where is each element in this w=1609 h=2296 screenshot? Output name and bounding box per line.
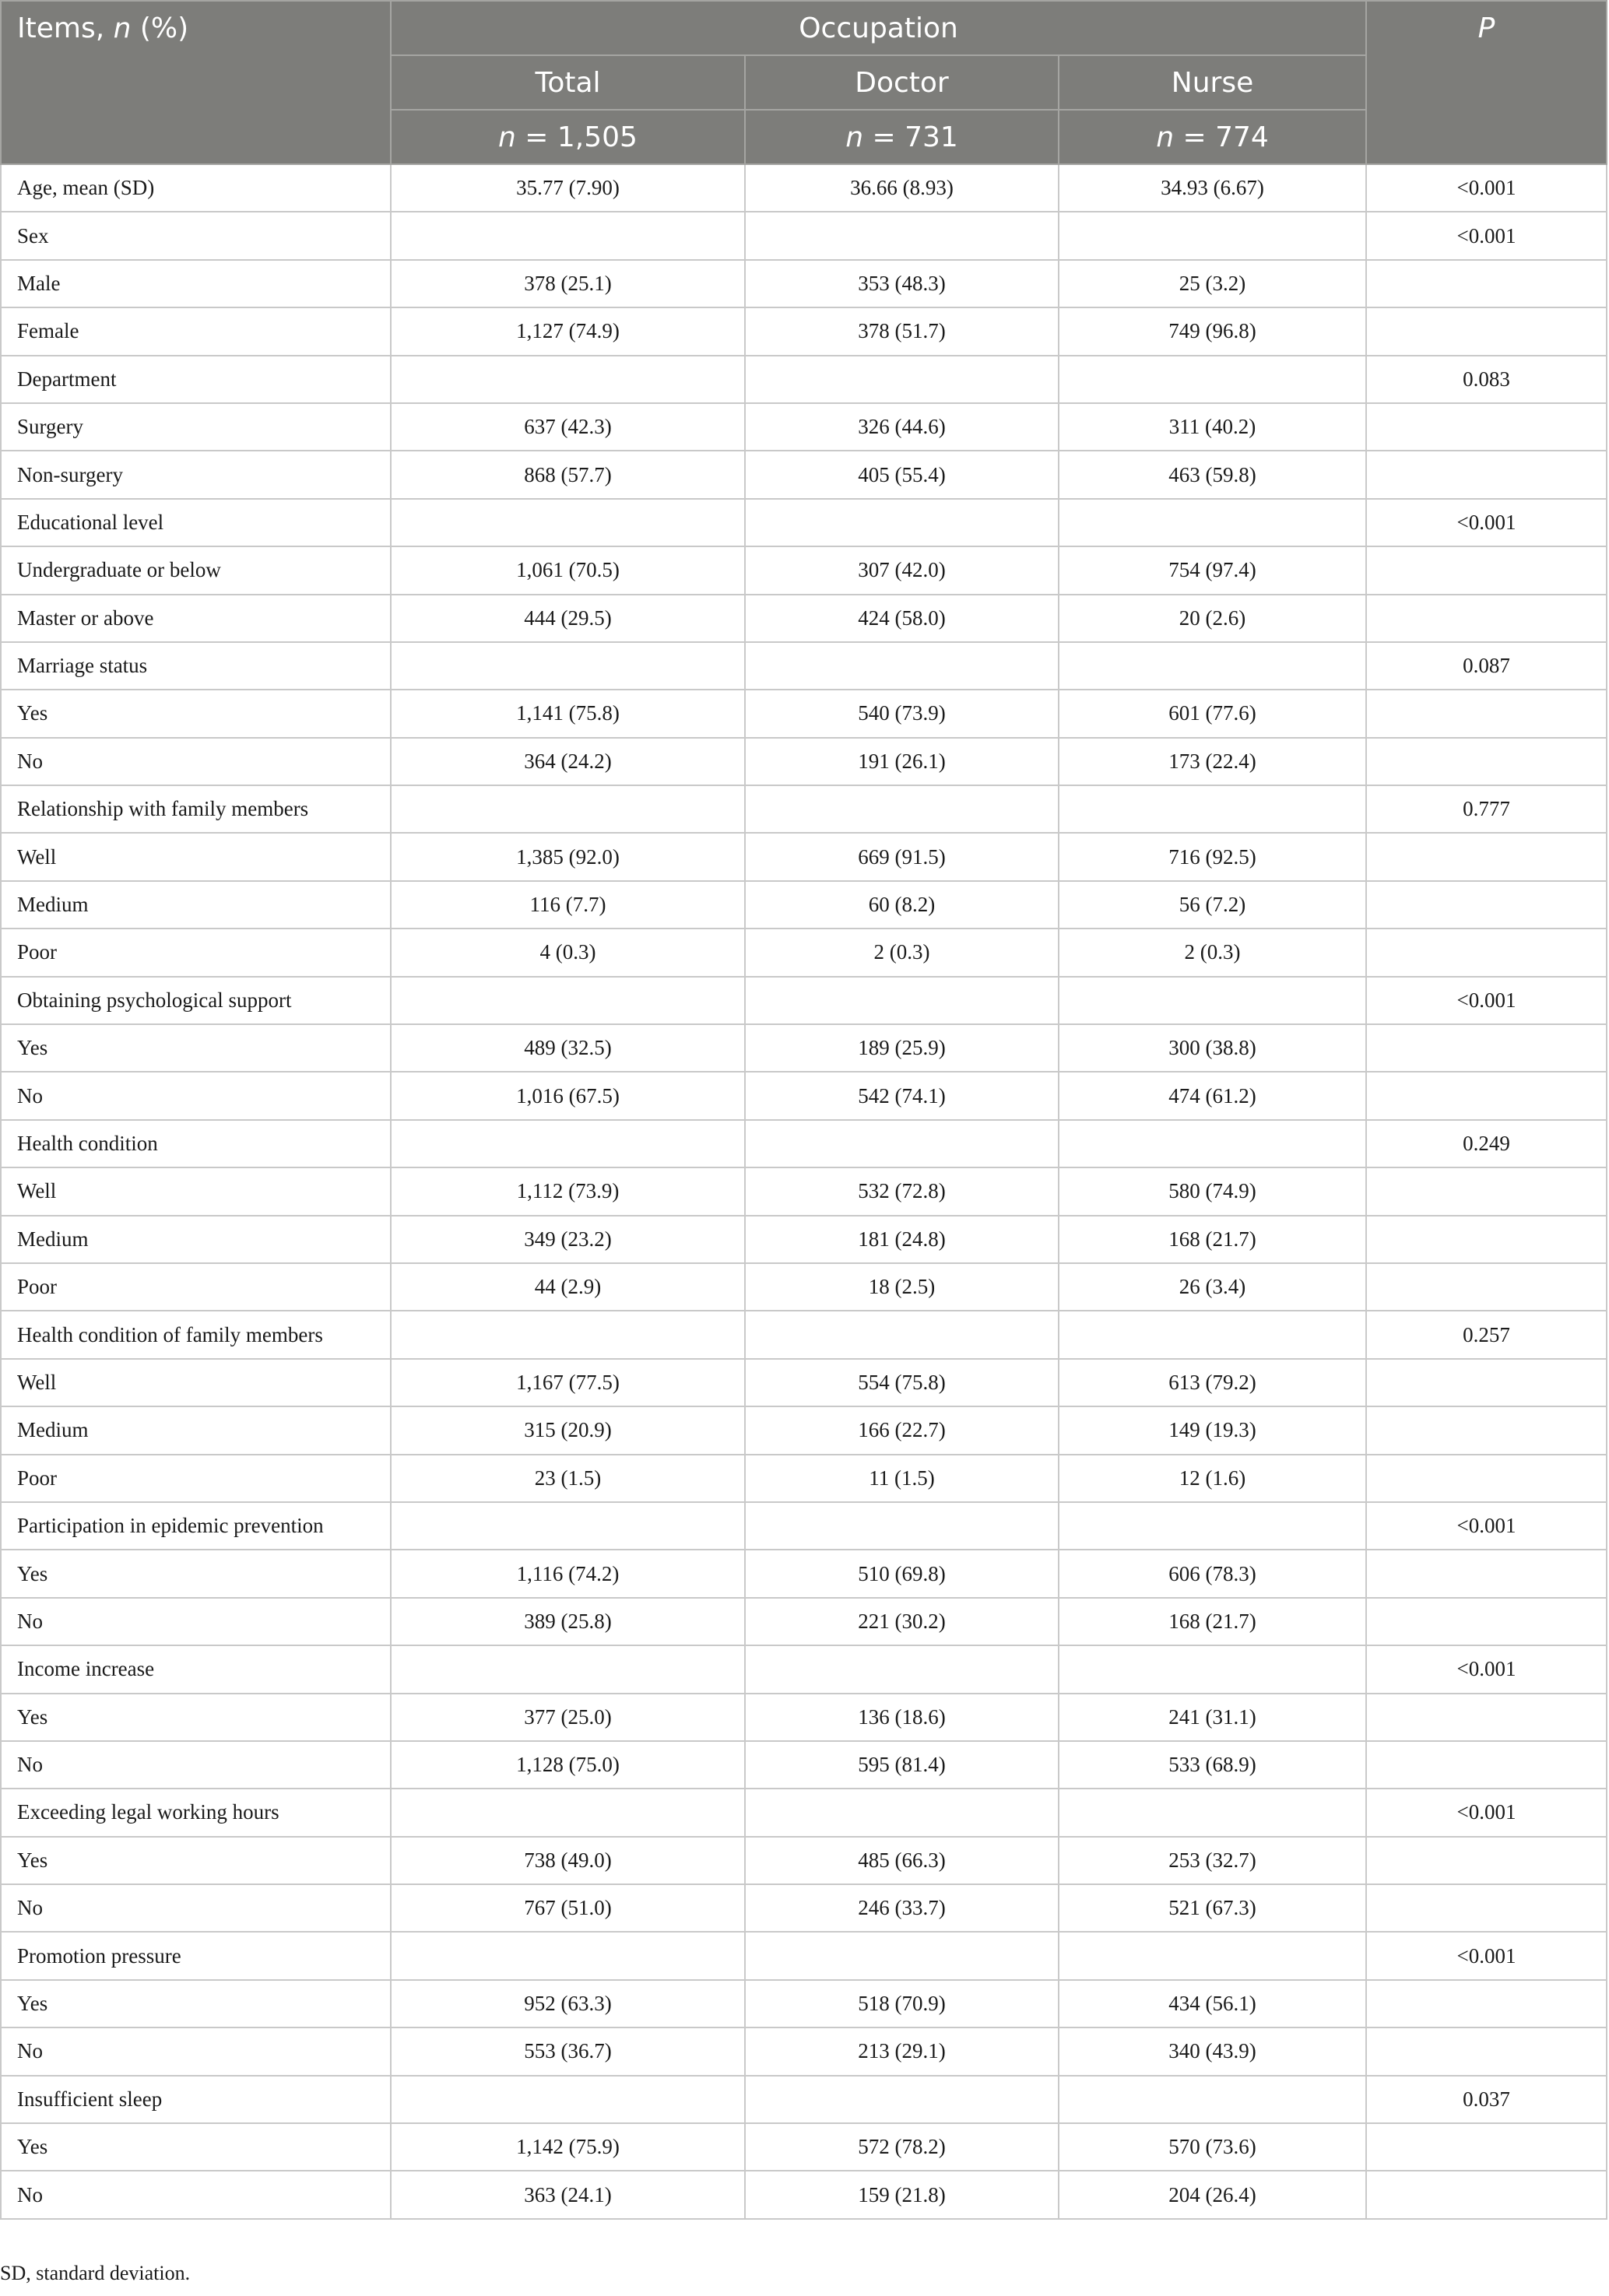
table-body xyxy=(1,164,1607,2219)
table-row xyxy=(1,642,1607,690)
doctor-cell xyxy=(745,977,1059,1024)
doctor-cell: 326 (44.6) xyxy=(745,403,1059,451)
p-value-cell: 0.249 xyxy=(1366,1120,1607,1167)
total-cell xyxy=(391,1789,745,1836)
table-row xyxy=(1,690,1607,737)
row-label: Yes xyxy=(1,2123,391,2171)
p-value-cell xyxy=(1366,1980,1607,2027)
nurse-cell: 311 (40.2) xyxy=(1059,403,1366,451)
total-cell: 1,016 (67.5) xyxy=(391,1072,745,1119)
p-value-cell xyxy=(1366,1167,1607,1215)
nurse-cell: 12 (1.6) xyxy=(1059,1455,1366,1502)
row-label: Participation in epidemic prevention xyxy=(1,1502,391,1550)
table-row xyxy=(1,1359,1607,1406)
doctor-cell: 181 (24.8) xyxy=(745,1216,1059,1263)
table-row xyxy=(1,2027,1607,2075)
nurse-cell: 241 (31.1) xyxy=(1059,1694,1366,1741)
row-label: Medium xyxy=(1,1216,391,1263)
row-label: Medium xyxy=(1,881,391,929)
nurse-cell: 204 (26.4) xyxy=(1059,2171,1366,2218)
p-value-cell xyxy=(1366,1455,1607,1502)
total-header: Total xyxy=(391,55,745,110)
table-row xyxy=(1,2076,1607,2123)
p-value-cell xyxy=(1366,1263,1607,1311)
total-cell xyxy=(391,977,745,1024)
nurse-n-header: n = 774 xyxy=(1059,110,1366,164)
p-value-cell xyxy=(1366,546,1607,594)
nurse-cell xyxy=(1059,785,1366,833)
doctor-n-header: n = 731 xyxy=(745,110,1059,164)
row-label: No xyxy=(1,2027,391,2075)
p-value-cell: 0.777 xyxy=(1366,785,1607,833)
total-cell: 767 (51.0) xyxy=(391,1884,745,1932)
nurse-cell: 168 (21.7) xyxy=(1059,1216,1366,1263)
p-value-cell: <0.001 xyxy=(1366,164,1607,212)
doctor-cell: 136 (18.6) xyxy=(745,1694,1059,1741)
total-n-header: n = 1,505 xyxy=(391,110,745,164)
table-row xyxy=(1,260,1607,307)
table-row xyxy=(1,307,1607,355)
total-cell: 389 (25.8) xyxy=(391,1598,745,1645)
total-cell: 377 (25.0) xyxy=(391,1694,745,1741)
nurse-cell: 34.93 (6.67) xyxy=(1059,164,1366,212)
total-cell: 553 (36.7) xyxy=(391,2027,745,2075)
total-cell xyxy=(391,1311,745,1358)
total-cell: 349 (23.2) xyxy=(391,1216,745,1263)
table-row xyxy=(1,1645,1607,1693)
total-cell: 637 (42.3) xyxy=(391,403,745,451)
table-row xyxy=(1,1550,1607,1597)
doctor-cell: 221 (30.2) xyxy=(745,1598,1059,1645)
row-label: No xyxy=(1,738,391,785)
doctor-cell: 518 (70.9) xyxy=(745,1980,1059,2027)
doctor-cell: 542 (74.1) xyxy=(745,1072,1059,1119)
nurse-cell xyxy=(1059,499,1366,546)
table-row xyxy=(1,881,1607,929)
table-row xyxy=(1,785,1607,833)
doctor-cell xyxy=(745,2076,1059,2123)
row-label: Well xyxy=(1,1167,391,1215)
nurse-cell xyxy=(1059,212,1366,259)
p-value-cell xyxy=(1366,595,1607,642)
p-value-cell xyxy=(1366,2171,1607,2218)
table-row xyxy=(1,1694,1607,1741)
p-value-cell xyxy=(1366,833,1607,880)
table-row xyxy=(1,1167,1607,1215)
row-label: Male xyxy=(1,260,391,307)
doctor-cell: 353 (48.3) xyxy=(745,260,1059,307)
doctor-cell: 36.66 (8.93) xyxy=(745,164,1059,212)
doctor-cell: 246 (33.7) xyxy=(745,1884,1059,1932)
doctor-cell xyxy=(745,212,1059,259)
nurse-cell: 601 (77.6) xyxy=(1059,690,1366,737)
row-label: Exceeding legal working hours xyxy=(1,1789,391,1836)
row-label: Poor xyxy=(1,929,391,976)
total-cell: 116 (7.7) xyxy=(391,881,745,929)
row-label: No xyxy=(1,2171,391,2218)
total-cell: 952 (63.3) xyxy=(391,1980,745,2027)
nurse-cell: 25 (3.2) xyxy=(1059,260,1366,307)
table-row xyxy=(1,738,1607,785)
p-value-cell: <0.001 xyxy=(1366,1932,1607,1979)
doctor-cell: 60 (8.2) xyxy=(745,881,1059,929)
table-row xyxy=(1,1263,1607,1311)
total-cell: 364 (24.2) xyxy=(391,738,745,785)
nurse-cell xyxy=(1059,1311,1366,1358)
table-row xyxy=(1,212,1607,259)
row-label: Educational level xyxy=(1,499,391,546)
doctor-cell xyxy=(745,499,1059,546)
nurse-cell xyxy=(1059,1120,1366,1167)
table-row xyxy=(1,1216,1607,1263)
doctor-cell: 510 (69.8) xyxy=(745,1550,1059,1597)
row-label: Health condition xyxy=(1,1120,391,1167)
row-label: Female xyxy=(1,307,391,355)
nurse-cell xyxy=(1059,2076,1366,2123)
row-label: Non-surgery xyxy=(1,451,391,498)
p-value-cell xyxy=(1366,1024,1607,1072)
p-value-cell xyxy=(1366,1216,1607,1263)
table-row xyxy=(1,1837,1607,1884)
row-label: Poor xyxy=(1,1455,391,1502)
p-value-cell: <0.001 xyxy=(1366,1789,1607,1836)
p-value-cell: 0.087 xyxy=(1366,642,1607,690)
total-cell xyxy=(391,642,745,690)
p-value-cell xyxy=(1366,1694,1607,1741)
total-cell: 44 (2.9) xyxy=(391,1263,745,1311)
table-row xyxy=(1,451,1607,498)
doctor-cell xyxy=(745,1502,1059,1550)
doctor-cell: 189 (25.9) xyxy=(745,1024,1059,1072)
table-row xyxy=(1,595,1607,642)
table-header xyxy=(1,1,1607,164)
nurse-cell: 533 (68.9) xyxy=(1059,1741,1366,1789)
doctor-cell: 2 (0.3) xyxy=(745,929,1059,976)
row-label: No xyxy=(1,1884,391,1932)
nurse-cell: 570 (73.6) xyxy=(1059,2123,1366,2171)
nurse-cell: 749 (96.8) xyxy=(1059,307,1366,355)
row-label: Yes xyxy=(1,1980,391,2027)
row-label: Yes xyxy=(1,1550,391,1597)
p-value-cell xyxy=(1366,881,1607,929)
total-cell: 1,142 (75.9) xyxy=(391,2123,745,2171)
total-cell: 378 (25.1) xyxy=(391,260,745,307)
total-cell: 35.77 (7.90) xyxy=(391,164,745,212)
doctor-cell xyxy=(745,1932,1059,1979)
row-label: No xyxy=(1,1072,391,1119)
nurse-cell: 463 (59.8) xyxy=(1059,451,1366,498)
total-cell: 315 (20.9) xyxy=(391,1406,745,1454)
table-row xyxy=(1,1598,1607,1645)
table-row xyxy=(1,2171,1607,2218)
row-label: Yes xyxy=(1,690,391,737)
nurse-cell: 168 (21.7) xyxy=(1059,1598,1366,1645)
p-value-cell xyxy=(1366,1884,1607,1932)
p-value-cell: <0.001 xyxy=(1366,1645,1607,1693)
row-label: Income increase xyxy=(1,1645,391,1693)
table-row xyxy=(1,1406,1607,1454)
total-cell: 1,127 (74.9) xyxy=(391,307,745,355)
total-cell: 4 (0.3) xyxy=(391,929,745,976)
nurse-cell xyxy=(1059,642,1366,690)
doctor-cell: 595 (81.4) xyxy=(745,1741,1059,1789)
row-label: Medium xyxy=(1,1406,391,1454)
row-label: Obtaining psychological support xyxy=(1,977,391,1024)
total-cell: 738 (49.0) xyxy=(391,1837,745,1884)
doctor-cell: 485 (66.3) xyxy=(745,1837,1059,1884)
footnote: SD, standard deviation. xyxy=(0,2262,191,2284)
nurse-cell: 2 (0.3) xyxy=(1059,929,1366,976)
table-row xyxy=(1,1884,1607,1932)
nurse-cell xyxy=(1059,356,1366,403)
p-value-cell xyxy=(1366,1406,1607,1454)
p-value-cell: <0.001 xyxy=(1366,1502,1607,1550)
total-cell: 1,385 (92.0) xyxy=(391,833,745,880)
doctor-cell xyxy=(745,1311,1059,1358)
nurse-cell: 716 (92.5) xyxy=(1059,833,1366,880)
total-cell: 363 (24.1) xyxy=(391,2171,745,2218)
doctor-cell: 213 (29.1) xyxy=(745,2027,1059,2075)
row-label: Sex xyxy=(1,212,391,259)
nurse-cell: 26 (3.4) xyxy=(1059,1263,1366,1311)
table-row xyxy=(1,356,1607,403)
occupation-header: Occupation xyxy=(391,1,1366,55)
table-row xyxy=(1,499,1607,546)
p-value-cell: <0.001 xyxy=(1366,212,1607,259)
total-cell: 868 (57.7) xyxy=(391,451,745,498)
table-row xyxy=(1,2123,1607,2171)
table-row xyxy=(1,1024,1607,1072)
row-label: Promotion pressure xyxy=(1,1932,391,1979)
nurse-cell: 253 (32.7) xyxy=(1059,1837,1366,1884)
nurse-cell xyxy=(1059,1932,1366,1979)
total-cell xyxy=(391,2076,745,2123)
total-cell xyxy=(391,1502,745,1550)
row-label: Poor xyxy=(1,1263,391,1311)
p-value-cell xyxy=(1366,2123,1607,2171)
p-value-cell xyxy=(1366,738,1607,785)
nurse-cell: 521 (67.3) xyxy=(1059,1884,1366,1932)
doctor-cell: 572 (78.2) xyxy=(745,2123,1059,2171)
doctor-cell: 532 (72.8) xyxy=(745,1167,1059,1215)
p-value-cell xyxy=(1366,1072,1607,1119)
doctor-cell: 166 (22.7) xyxy=(745,1406,1059,1454)
nurse-cell: 149 (19.3) xyxy=(1059,1406,1366,1454)
row-label: Master or above xyxy=(1,595,391,642)
nurse-cell: 434 (56.1) xyxy=(1059,1980,1366,2027)
row-label: Well xyxy=(1,833,391,880)
nurse-cell: 580 (74.9) xyxy=(1059,1167,1366,1215)
row-label: Insufficient sleep xyxy=(1,2076,391,2123)
table-row xyxy=(1,1980,1607,2027)
nurse-cell xyxy=(1059,1645,1366,1693)
table-row xyxy=(1,1072,1607,1119)
p-value-cell xyxy=(1366,451,1607,498)
nurse-cell: 340 (43.9) xyxy=(1059,2027,1366,2075)
table-row xyxy=(1,977,1607,1024)
total-cell: 1,167 (77.5) xyxy=(391,1359,745,1406)
p-value-cell xyxy=(1366,1550,1607,1597)
nurse-header: Nurse xyxy=(1059,55,1366,110)
nurse-cell: 56 (7.2) xyxy=(1059,881,1366,929)
p-value-cell xyxy=(1366,929,1607,976)
total-cell xyxy=(391,1645,745,1693)
total-cell xyxy=(391,499,745,546)
p-value-cell: 0.083 xyxy=(1366,356,1607,403)
total-cell: 1,061 (70.5) xyxy=(391,546,745,594)
row-label: No xyxy=(1,1598,391,1645)
doctor-cell: 554 (75.8) xyxy=(745,1359,1059,1406)
nurse-cell: 474 (61.2) xyxy=(1059,1072,1366,1119)
table-row xyxy=(1,1455,1607,1502)
total-cell: 1,112 (73.9) xyxy=(391,1167,745,1215)
p-value-cell xyxy=(1366,403,1607,451)
table-row xyxy=(1,1502,1607,1550)
table-row xyxy=(1,1789,1607,1836)
doctor-cell xyxy=(745,1789,1059,1836)
row-label: Yes xyxy=(1,1837,391,1884)
row-label: Surgery xyxy=(1,403,391,451)
nurse-cell: 300 (38.8) xyxy=(1059,1024,1366,1072)
p-value-cell xyxy=(1366,1359,1607,1406)
p-value-cell: 0.037 xyxy=(1366,2076,1607,2123)
p-value-cell: 0.257 xyxy=(1366,1311,1607,1358)
nurse-cell: 606 (78.3) xyxy=(1059,1550,1366,1597)
nurse-cell xyxy=(1059,977,1366,1024)
total-cell: 1,128 (75.0) xyxy=(391,1741,745,1789)
p-value-cell xyxy=(1366,1741,1607,1789)
doctor-cell: 18 (2.5) xyxy=(745,1263,1059,1311)
doctor-cell: 191 (26.1) xyxy=(745,738,1059,785)
doctor-cell: 159 (21.8) xyxy=(745,2171,1059,2218)
table-row xyxy=(1,403,1607,451)
doctor-cell xyxy=(745,785,1059,833)
nurse-cell: 613 (79.2) xyxy=(1059,1359,1366,1406)
doctor-cell xyxy=(745,1120,1059,1167)
row-label: Well xyxy=(1,1359,391,1406)
row-label: Undergraduate or below xyxy=(1,546,391,594)
row-label: Yes xyxy=(1,1024,391,1072)
total-cell: 1,141 (75.8) xyxy=(391,690,745,737)
total-cell: 489 (32.5) xyxy=(391,1024,745,1072)
p-value-cell xyxy=(1366,1837,1607,1884)
table-row xyxy=(1,164,1607,212)
p-value-cell xyxy=(1366,690,1607,737)
table-row xyxy=(1,546,1607,594)
row-label: Relationship with family members xyxy=(1,785,391,833)
table-row xyxy=(1,929,1607,976)
total-cell xyxy=(391,356,745,403)
nurse-cell: 173 (22.4) xyxy=(1059,738,1366,785)
table-row xyxy=(1,1741,1607,1789)
p-value-cell: <0.001 xyxy=(1366,499,1607,546)
p-value-cell xyxy=(1366,1598,1607,1645)
nurse-cell: 20 (2.6) xyxy=(1059,595,1366,642)
p-value-cell: <0.001 xyxy=(1366,977,1607,1024)
row-label: No xyxy=(1,1741,391,1789)
doctor-cell: 405 (55.4) xyxy=(745,451,1059,498)
items-header: Items, n (%) xyxy=(1,1,391,164)
doctor-cell: 378 (51.7) xyxy=(745,307,1059,355)
p-value-cell xyxy=(1366,307,1607,355)
nurse-cell xyxy=(1059,1789,1366,1836)
doctor-cell: 540 (73.9) xyxy=(745,690,1059,737)
row-label: Yes xyxy=(1,1694,391,1741)
doctor-cell xyxy=(745,642,1059,690)
table-row xyxy=(1,1120,1607,1167)
doctor-cell: 669 (91.5) xyxy=(745,833,1059,880)
total-cell xyxy=(391,212,745,259)
nurse-cell xyxy=(1059,1502,1366,1550)
doctor-cell xyxy=(745,1645,1059,1693)
doctor-header: Doctor xyxy=(745,55,1059,110)
table-row xyxy=(1,1932,1607,1979)
doctor-cell: 11 (1.5) xyxy=(745,1455,1059,1502)
total-cell: 444 (29.5) xyxy=(391,595,745,642)
p-value-cell xyxy=(1366,260,1607,307)
row-label: Health condition of family members xyxy=(1,1311,391,1358)
table-row xyxy=(1,1311,1607,1358)
table-row xyxy=(1,833,1607,880)
doctor-cell: 307 (42.0) xyxy=(745,546,1059,594)
total-cell xyxy=(391,785,745,833)
total-cell: 23 (1.5) xyxy=(391,1455,745,1502)
doctor-cell xyxy=(745,356,1059,403)
doctor-cell: 424 (58.0) xyxy=(745,595,1059,642)
p-value-header: P xyxy=(1366,1,1607,164)
total-cell: 1,116 (74.2) xyxy=(391,1550,745,1597)
nurse-cell: 754 (97.4) xyxy=(1059,546,1366,594)
row-label: Marriage status xyxy=(1,642,391,690)
total-cell xyxy=(391,1120,745,1167)
row-label: Age, mean (SD) xyxy=(1,164,391,212)
p-value-cell xyxy=(1366,2027,1607,2075)
total-cell xyxy=(391,1932,745,1979)
row-label: Department xyxy=(1,356,391,403)
